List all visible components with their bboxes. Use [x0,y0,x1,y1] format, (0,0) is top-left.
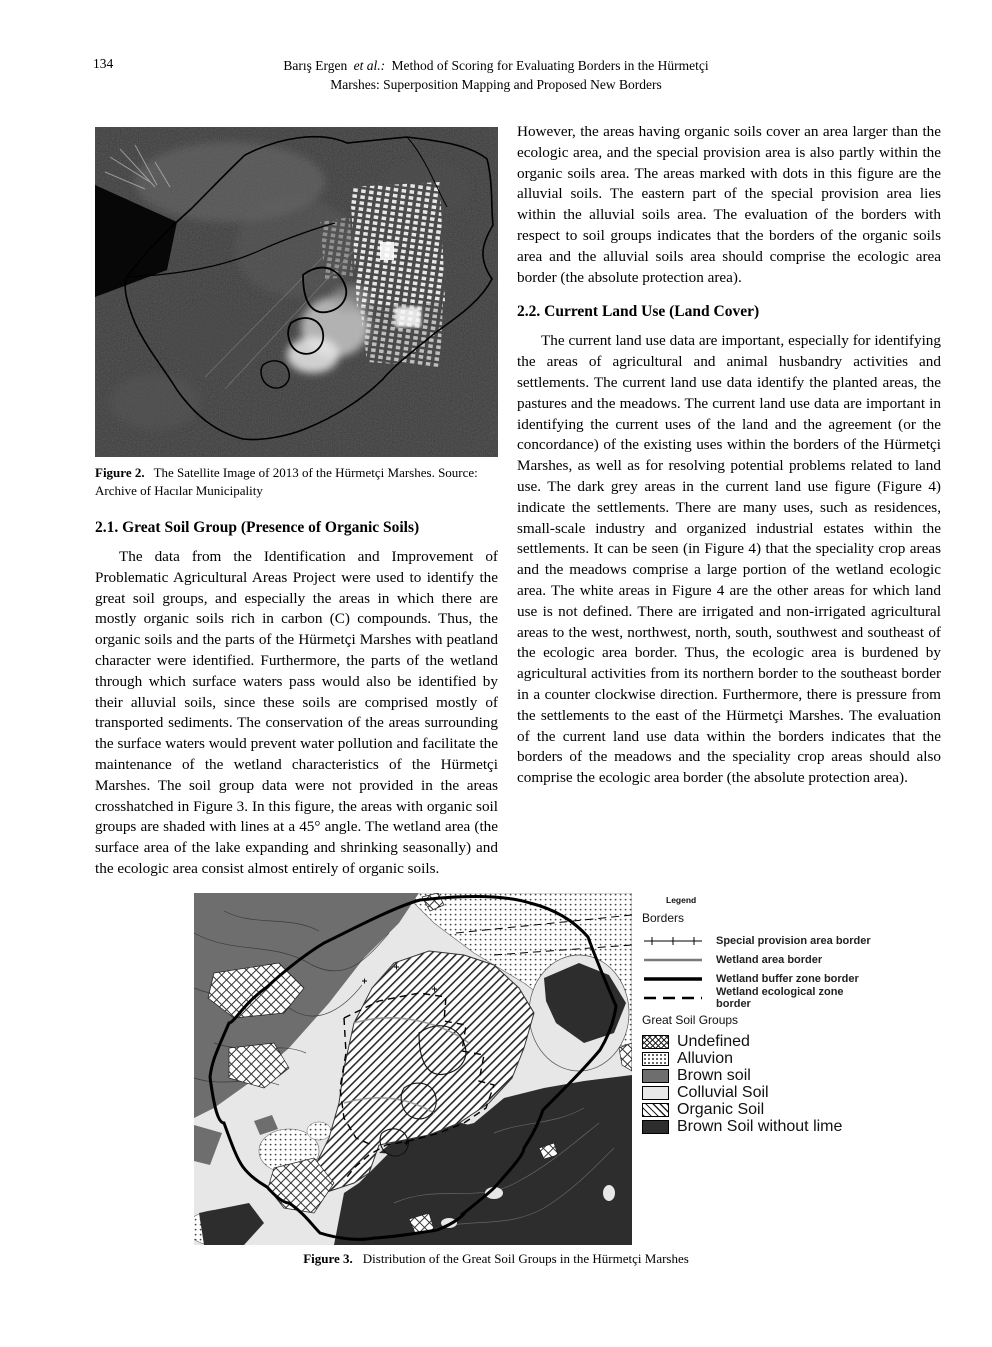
header-etal: et al.: [353,58,386,73]
legend-label: Alluvion [677,1049,734,1067]
figure-3-caption-label: Figure 3. [303,1251,353,1266]
legend-item-alluvion [642,1050,872,1067]
page-number: 134 [93,56,114,71]
legend-label: Special provision area border [716,934,871,947]
header-authors: Barış Ergen [283,58,348,73]
header-title1: Method of Scoring for Evaluating Borders in the Hürmetçi [391,58,709,73]
running-header [0,56,992,94]
colluvial-swatch [642,1086,669,1100]
dots-swatch [642,1052,669,1066]
section-2-1-heading: 2.1. Great Soil Group (Presence of Organic Soils) [95,519,420,536]
section-2-2-heading: 2.2. Current Land Use (Land Cover) [517,303,760,321]
legend-label: Colluvial Soil [677,1083,769,1101]
legend-item-undefined [642,1033,872,1050]
figure-3-block [194,893,872,1245]
legend-label: Wetland ecological zone border [716,985,844,1010]
map-legend [642,893,872,1135]
header-line2: Marshes: Superposition Mapping and Proposed New Borders [330,77,662,92]
tick-line-symbol [642,935,704,947]
legend-item-colluvial-soil [642,1084,872,1101]
satellite-image [95,127,498,457]
section-2-2-paragraph: The current land use data are important, especially for identifying the areas of agricultural and animal husbandry activities and settlements. The current land use data identify the planted areas, the pastures and the meadows. The current land use data are important in identifying the current uses of the land and the agreement (or the concordance) of the existing uses within the borders of the Hürmetçi Marshes, as well as for resolving potential problems related to land use. The dark grey areas in the current land use figure (Figure 4) indicate the settlements. There are many uses, such as residences, small-scale industry and organized industrial estates within the settlements. It can be seen (in Figure 4) that the speciality crop areas and the meadows comprise a large portion of the wetland ecologic area. The white areas in Figure 4 are the other areas for which land use is not defined. There are irrigated and non-irrigated agricultural areas to the west, northwest, north, south, southwest and southeast of the ecologic area border. Thus, the ecologic area is burdened by agricultural activities from its northern border to the southeast border in a counter clockwise direction. Furthermore, there is pressure from the settlements to the east of the Hürmetçi Marshes. The evaluation of the current land use data within the borders indicates that the borders of the meadows and the speciality crop areas should also comprise the ecologic area border (the absolute protection area). [517,332,941,787]
legend-borders-heading: Borders [642,911,685,925]
gray-line-symbol [642,954,704,966]
legend-label: Undefined [677,1032,750,1050]
legend-item-organic-soil [642,1101,872,1118]
legend-label: Brown soil [677,1066,751,1084]
legend-item-wetland-ecological [642,985,872,1010]
legend-item-brown-soil [642,1067,872,1084]
crosshatch-swatch [642,1035,669,1049]
left-column [95,127,498,880]
figure-3-caption [0,1251,992,1267]
legend-label: Organic Soil [677,1100,765,1118]
thick-line-symbol [642,973,704,985]
legend-label: Wetland area border [716,953,823,966]
section-2-1-paragraph: The data from the Identification and Improvement of Problematic Agricultural Areas Project were used to identify the great soil groups, and especially the areas in which there are mostly organic soils rich in carbon (C) compounds. Thus, the organic soils and the parts of the Hürmetçi Marshes with peatland character were identified. Furthermore, the parts of the wetland through which surface waters pass would also be identified by their alluvial soils, since these soils are comprised mostly of transported sediments. The conservation of the areas surrounding the surface waters would prevent water pollution and facilitate the maintenance of the wetland characteristics of the Hürmetçi Marshes. The soil group data were not provided in the areas crosshatched in Figure 3. In this figure, the areas with organic soil groups are shaded with lines at a 45° angle. The wetland area (the surface area of the lake expanding and shrinking seasonally) and the ecologic area consist almost entirely of organic soils. [95,548,498,877]
figure-2-satellite [95,127,498,499]
legend-label: Wetland buffer zone border [716,972,859,985]
legend-title: Legend [666,895,697,905]
dashed-line-symbol [642,992,704,1004]
dark-swatch [642,1120,669,1134]
legend-soils-heading: Great Soil Groups [642,1013,739,1027]
right-column [517,122,941,789]
header-line1 [0,56,992,75]
legend-item-special-provision [642,931,872,950]
diagonal-swatch [642,1103,669,1117]
continuation-paragraph: However, the areas having organic soils cover an area larger than the ecologic area, and the special provision area is also partly within the organic soils area. The areas marked with dots in this figure are the alluvial soils. The eastern part of the special provision area lies within the alluvial soils area. The evaluation of the borders with respect to soil groups indicates that the borders of the organic soils area and the alluvial soils area should comprise the ecologic area border (the absolute protection area). [517,123,941,286]
legend-item-wetland-area [642,950,872,969]
soil-groups-map [194,893,632,1245]
figure-3-caption-text: Distribution of the Great Soil Groups in the Hürmetçi Marshes [362,1251,689,1266]
brown-swatch [642,1069,669,1083]
legend-label: Brown Soil without lime [677,1117,843,1135]
figure-2-caption-label: Figure 2. [95,465,145,480]
figure-2-caption [95,464,498,499]
figure-2-caption-text: The Satellite Image of 2013 of the Hürmetçi Marshes. Source: Archive of Hacılar Municipality [95,465,478,498]
legend-item-brown-soil-without-lime [642,1118,872,1135]
